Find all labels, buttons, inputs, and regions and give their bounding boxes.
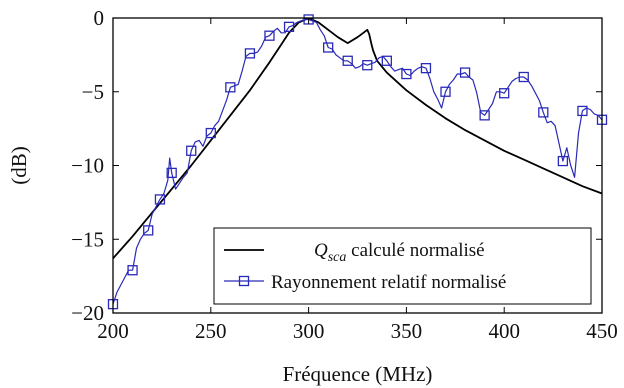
legend	[214, 228, 591, 304]
y-tick-label: −20	[71, 301, 104, 325]
x-tick-label: 350	[390, 319, 423, 343]
x-tick-label: 400	[488, 319, 520, 343]
series-line-qsca	[113, 18, 602, 258]
x-tick-label: 450	[586, 319, 618, 343]
legend-label-qsca: $Q_{sca}$ calculé normalisé	[314, 240, 485, 265]
y-axis-label: (dB)	[7, 146, 31, 185]
legend-label-rayonnement: Rayonnement relatif normalisé	[271, 272, 507, 293]
x-tick-label: 250	[195, 319, 227, 343]
x-tick-label: 200	[97, 319, 129, 343]
x-tick-label: 300	[292, 319, 325, 343]
y-tick-label: −10	[71, 153, 104, 178]
y-tick-label: 0	[93, 6, 104, 30]
y-tick-label: −15	[71, 227, 104, 252]
x-axis-label: Fréquence (MHz)	[282, 362, 433, 386]
y-tick-label: −5	[81, 79, 104, 104]
